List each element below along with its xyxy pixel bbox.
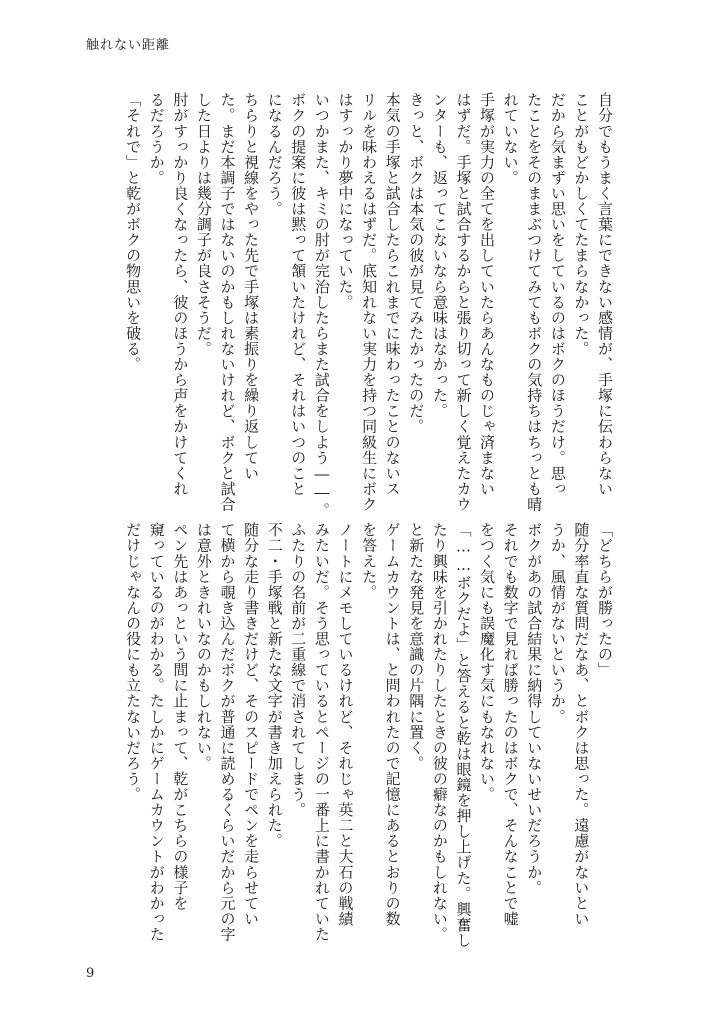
text-line: 「どちらが勝ったの」 bbox=[596, 522, 614, 678]
text-line: だから気まずい思いをしているのはボクのほうだけ。思っ bbox=[548, 92, 567, 497]
text-line: 肘がすっかり良くなったら、彼のほうから声をかけてくれ bbox=[171, 92, 190, 497]
text-line: ボクがあの試合結果に納得していないせいだろうか。 bbox=[525, 522, 544, 896]
text-line: いつかまた、キミの肘が完治したらまた試合をしよう――。 bbox=[312, 92, 331, 518]
text-line: 随分率直な質問だなあ、とボクは思った。遠慮がないとい bbox=[572, 522, 591, 927]
text-line: ふたりの名前が二重線で消されてしまう。 bbox=[289, 522, 308, 818]
text-line: きっと、ボクは本気の彼が見てみたかったのだ。 bbox=[407, 92, 426, 435]
text-line: は意外ときれいなのかもしれない。 bbox=[194, 522, 213, 771]
text-line: た。まだ本調子ではないのかもしれないけれど、ボクと試合 bbox=[218, 92, 237, 512]
text-line: 自分でもうまく言葉にできない感情が、手塚に伝わらない bbox=[596, 92, 614, 497]
text-line: ちらりと視線をやった先で手塚は素振りを繰り返してい bbox=[242, 92, 261, 481]
text-line: るだろうか。 bbox=[147, 92, 166, 186]
page-number: 9 bbox=[86, 966, 95, 981]
text-line: 随分な走り書きだけど、そのスピードでペンを走らせてい bbox=[242, 522, 261, 927]
text-line: を答えた。 bbox=[360, 522, 379, 600]
text-block-top bbox=[96, 92, 616, 518]
text-line: 窺っているのがわかる。たしかにゲームカウントがわかった bbox=[147, 522, 166, 942]
text-line: した日よりは幾分調子が良さそうだ。 bbox=[194, 92, 213, 357]
text-line: ノートにメモしているけれど、それじゃ英二と大石の戦績 bbox=[336, 522, 355, 927]
running-head: 触れない距離 bbox=[86, 38, 171, 53]
text-line: ゲームカウントは、と問われたので記憶にあるとおりの数 bbox=[383, 522, 402, 927]
text-line: と新たな発見を意識の片隅に置く。 bbox=[407, 522, 426, 771]
text-line: だけじゃなんの役にも立たないだろう。 bbox=[124, 522, 143, 802]
text-line: うか、風情がないというか。 bbox=[548, 522, 567, 725]
text-line: になるんだろう。 bbox=[265, 92, 284, 217]
text-line: はずだ。手塚と試合するからと張り切って新しく覚えたカウ bbox=[454, 92, 473, 512]
text-block-bottom bbox=[96, 522, 616, 954]
text-line: て横から覗き込んだボクが普通に読めるくらいだから元の字 bbox=[218, 522, 237, 942]
text-line: ペン先はあっという間に止まって、乾がこちらの様子を bbox=[171, 522, 190, 911]
text-line: リルを味わえるはずだ。底知れない実力を持つ同級生にボク bbox=[360, 92, 379, 512]
text-line: ボクの提案に彼は黙って頷いたけれど、それはいつのこと bbox=[289, 92, 308, 497]
text-line: 本気の手塚と試合したらこれまでに味わったことのないス bbox=[383, 92, 402, 497]
text-line: ンターも、返ってこないなら意味はなかった。 bbox=[430, 92, 449, 419]
text-line: 「……ボクだよ」と答えると乾は眼鏡を押し上げた。興奮し bbox=[454, 522, 473, 948]
text-line: それでも数字で見れば勝ったのはボクで、そんなことで嘘 bbox=[501, 522, 520, 927]
text-line: 「それで」と乾がボクの物思いを破る。 bbox=[124, 92, 143, 372]
text-line: れていない。 bbox=[501, 92, 520, 186]
text-line: 手塚が実力の全てを出していたらあんなものじゃ済まない bbox=[478, 92, 497, 497]
text-line: ことがもどかしくてたまらなかった。 bbox=[572, 92, 591, 357]
text-line: たり興味を引かれたりしたときの彼の癖なのかもしれない。 bbox=[430, 522, 449, 942]
text-line: たことをそのままぶつけてみてもボクの気持ちはちっとも晴 bbox=[525, 92, 544, 512]
text-line: をつく気にも誤魔化す気にもなれない。 bbox=[478, 522, 497, 802]
text-line: 不二・手塚戦と新たな文字が書き加えられた。 bbox=[265, 522, 284, 849]
text-line: はすっかり夢中になっていた。 bbox=[336, 92, 355, 310]
text-line: みたいだ。そう思っているとページの一番上に書かれていた bbox=[312, 522, 331, 942]
